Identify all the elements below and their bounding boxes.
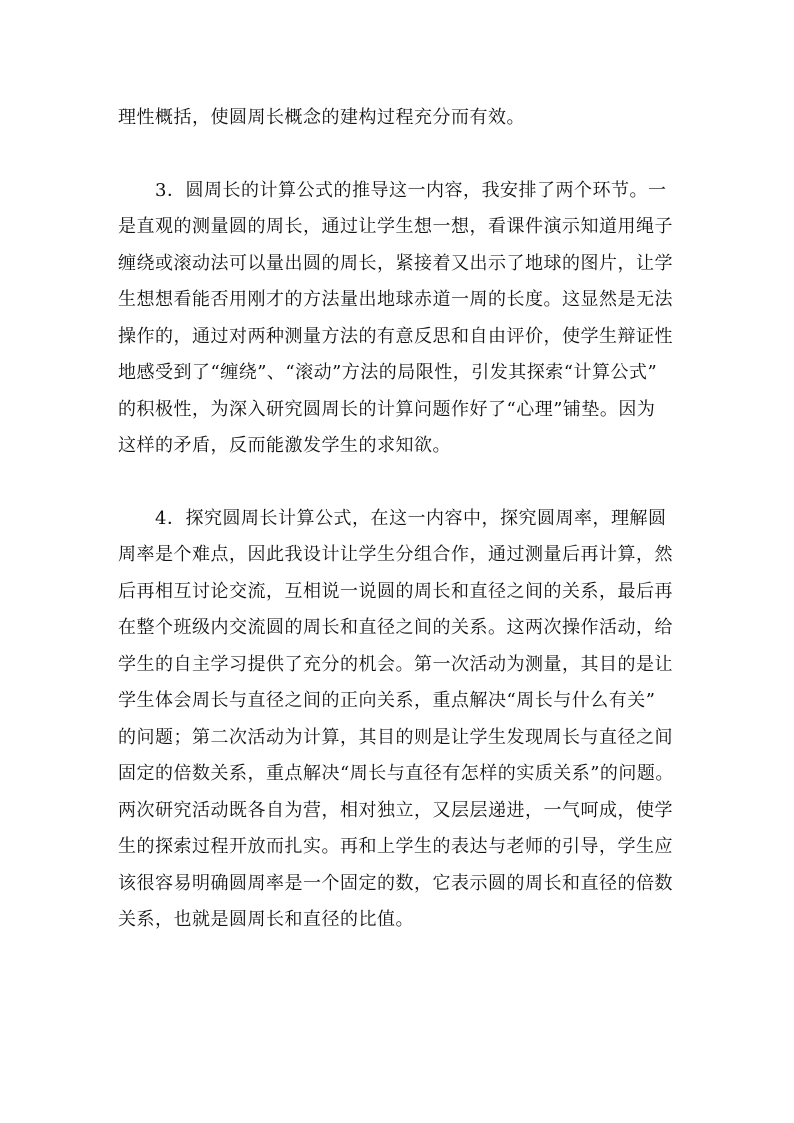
text-line: 关系，也就是圆周长和直径的比值。 bbox=[118, 909, 414, 930]
text-line: 缠绕或滚动法可以量出圆的周长，紧接着又出示了地球的图片，让学 bbox=[118, 252, 673, 274]
text-line: 3．圆周长的计算公式的推导这一内容，我安排了两个环节。一 bbox=[155, 179, 667, 201]
text-line: 在整个班级内交流圆的周长和直径之间的关系。这两次操作活动，给 bbox=[118, 617, 673, 638]
text-line: 固定的倍数关系，重点解决“周长与直径有怎样的实质关系”的问题。 bbox=[118, 763, 674, 784]
text-line: 生的探索过程开放而扎实。再和上学生的表达与老师的引导，学生应 bbox=[118, 836, 673, 857]
text-line: 理性概括，使圆周长概念的建构过程充分而有效。 bbox=[118, 107, 525, 128]
paragraph-formula-derivation bbox=[118, 173, 678, 465]
text-line: 的积极性，为深入研究圆周长的计算问题作好了“心理”铺垫。因为 bbox=[118, 398, 656, 420]
text-line: 周率是个难点，因此我设计让学生分组合作，通过测量后再计算，然 bbox=[118, 544, 673, 565]
text-line: 是直观的测量圆的周长，通过让学生想一想，看课件演示知道用绳子 bbox=[118, 216, 673, 237]
text-line: 4．探究圆周长计算公式，在这一内容中，探究圆周率，理解圆 bbox=[155, 507, 667, 529]
text-line: 学生体会周长与直径之间的正向关系，重点解决“周长与什么有关” bbox=[118, 690, 656, 711]
text-line: 这样的矛盾，反而能激发学生的求知欲。 bbox=[118, 435, 451, 456]
text-line: 的问题；第二次活动为计算，其目的则是让学生发现周长与直径之间 bbox=[118, 726, 673, 748]
text-line: 该很容易明确圆周率是一个固定的数，它表示圆的周长和直径的倍数 bbox=[118, 872, 673, 894]
paragraph-pi-exploration bbox=[118, 501, 678, 939]
document-body bbox=[118, 100, 678, 939]
text-line: 操作的，通过对两种测量方法的有意反思和自由评价，使学生辩证性 bbox=[118, 325, 673, 347]
text-line: 后再相互讨论交流，互相说一说圆的周长和直径之间的关系，最后再 bbox=[118, 580, 673, 602]
paragraph-concept-summary bbox=[118, 100, 678, 137]
text-line: 学生的自主学习提供了充分的机会。第一次活动为测量，其目的是让 bbox=[118, 653, 673, 675]
text-line: 两次研究活动既各自为营，相对独立，又层层递进，一气呵成，使学 bbox=[118, 799, 673, 821]
text-line: 生想想看能否用刚才的方法量出地球赤道一周的长度。这显然是无法 bbox=[118, 289, 673, 310]
text-line: 地感受到了“缠绕”、“滚动”方法的局限性，引发其探索“计算公式” bbox=[118, 362, 658, 383]
